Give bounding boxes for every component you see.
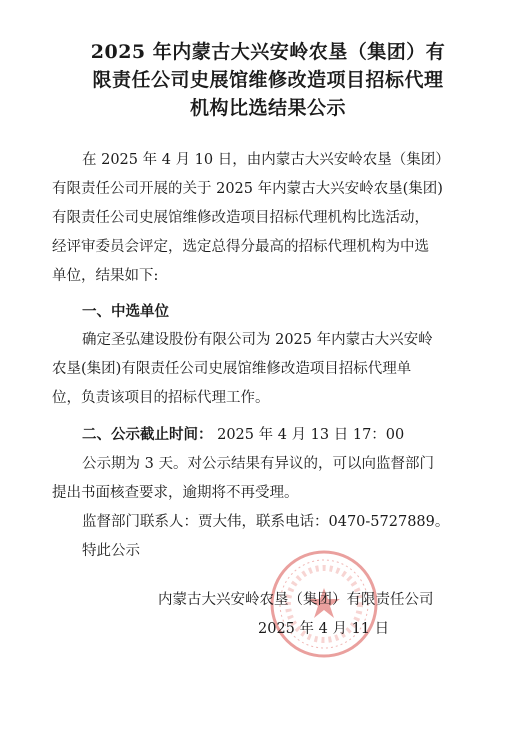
- intro-line-2: 有限责任公司开展的关于 2025 年内蒙古大兴安岭农垦(集团): [52, 181, 443, 197]
- intro-line-1: 在 2025 年 4 月 10 日，由内蒙古大兴安岭农垦（集团）: [82, 152, 450, 168]
- signature-date: 2025 年 4 月 11 日: [258, 621, 390, 637]
- section-1-heading: 一、中选单位: [82, 303, 169, 320]
- section-2-row: [52, 420, 472, 450]
- deadline-value: 2025 年 4 月 13 日 17：00: [212, 427, 405, 443]
- document-title: [48, 38, 488, 122]
- intro-line-3: 有限责任公司史展馆维修改造项目招标代理机构比选活动，: [52, 210, 429, 226]
- intro-paragraph: [52, 146, 472, 291]
- closing-line: 特此公示: [82, 543, 140, 559]
- section-1-line-3: 位，负责该项目的招标代理工作。: [52, 390, 270, 406]
- title-line-2: 限责任公司史展馆维修改造项目招标代理: [92, 69, 444, 91]
- title-line-3: 机构比选结果公示: [189, 97, 346, 119]
- intro-line-4: 经评审委员会评定，选定总得分最高的招标代理机构为中选: [52, 239, 429, 255]
- section-2: [52, 420, 472, 566]
- signature-organization: 内蒙古大兴安岭农垦（集团）有限责任公司: [158, 592, 434, 608]
- section-1: [52, 297, 472, 413]
- section-1-line-1: 确定圣弘建设股份有限公司为 2025 年内蒙古大兴安岭: [82, 332, 433, 348]
- section-2-heading: 二、公示截止时间：: [82, 426, 213, 443]
- notice-line-2: 提出书面核查要求，逾期将不再受理。: [52, 485, 299, 501]
- intro-line-5: 单位，结果如下:: [52, 268, 159, 284]
- section-1-line-2: 农垦(集团)有限责任公司史展馆维修改造项目招标代理单: [52, 361, 412, 377]
- contact-line: 监督部门联系人：贾大伟，联系电话：0470-5727889。: [82, 514, 450, 530]
- title-line-1: 2025 年内蒙古大兴安岭农垦（集团）有: [90, 41, 446, 63]
- notice-line-1: 公示期为 3 天。对公示结果有异议的，可以向监督部门: [82, 456, 434, 472]
